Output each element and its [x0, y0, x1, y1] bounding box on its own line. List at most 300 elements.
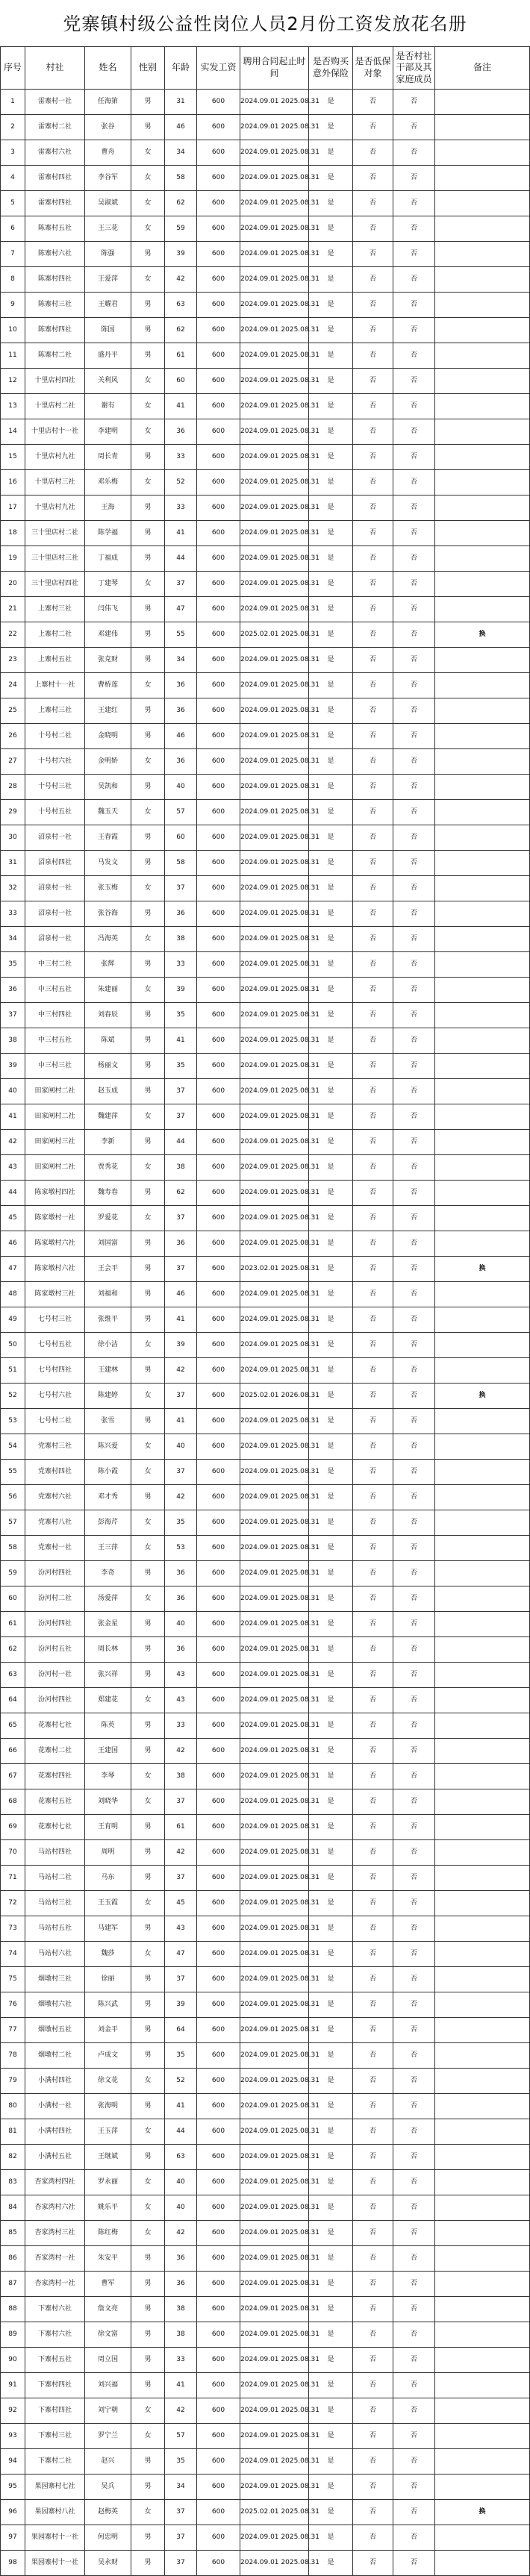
remark-cell: [435, 1054, 530, 1079]
salary-cell: 600: [197, 1333, 240, 1358]
table-row: [1, 546, 530, 572]
age-cell: 46: [165, 115, 197, 140]
accident-insurance-cell: 是: [309, 1764, 353, 1789]
cadre-family-cell: 否: [393, 2373, 435, 2398]
village-group-cell: 陈寨村二社: [25, 343, 85, 369]
cadre-family-cell: 否: [393, 1130, 435, 1155]
table-row: [1, 1206, 530, 1231]
low-income-status-cell: 否: [353, 1460, 393, 1485]
contract-period-cell: 2024.09.01 2025.08.31: [240, 800, 309, 825]
cadre-family-cell: 否: [393, 521, 435, 546]
low-income-status-cell: 否: [353, 1231, 393, 1257]
cadre-family-cell: 否: [393, 1739, 435, 1764]
gender-cell: 男: [131, 242, 165, 267]
gender-cell: 女: [131, 2500, 165, 2525]
gender-cell: 女: [131, 1384, 165, 1409]
person-name-cell: 罗爱花: [85, 1206, 131, 1231]
accident-insurance-cell: 是: [309, 2043, 353, 2069]
person-name-cell: 王建林: [85, 1358, 131, 1384]
table-row: [1, 851, 530, 876]
village-group-cell: 上寨村十一社: [25, 673, 85, 698]
remark-cell: [435, 2449, 530, 2475]
gender-cell: 男: [131, 1612, 165, 1637]
table-row: [1, 419, 530, 445]
contract-period-cell: 2024.09.01 2025.08.31: [240, 1460, 309, 1485]
gender-cell: 女: [131, 1764, 165, 1789]
remark-cell: [435, 394, 530, 419]
person-name-cell: 王春霞: [85, 825, 131, 851]
person-name-cell: 姚乐平: [85, 2195, 131, 2221]
gender-cell: 男: [131, 1713, 165, 1739]
accident-insurance-cell: 是: [309, 1815, 353, 1840]
age-cell: 57: [165, 2424, 197, 2449]
village-group-cell: 马站村四社: [25, 1840, 85, 1866]
accident-insurance-cell: 是: [309, 1104, 353, 1130]
table-row: [1, 1434, 530, 1460]
contract-period-cell: 2024.09.01 2025.08.31: [240, 1333, 309, 1358]
gender-cell: 男: [131, 597, 165, 622]
remark-cell: [435, 1764, 530, 1789]
remark-cell: [435, 2373, 530, 2398]
contract-period-cell: 2024.09.01 2025.08.31: [240, 1358, 309, 1384]
cadre-family-cell: 否: [393, 775, 435, 800]
village-group-cell: 中三村五社: [25, 1028, 85, 1054]
remark-cell: [435, 546, 530, 572]
contract-period-cell: 2024.09.01 2025.08.31: [240, 2221, 309, 2246]
low-income-status-cell: 否: [353, 2525, 393, 2551]
salary-cell: 600: [197, 140, 240, 166]
row-number-cell: 78: [1, 2043, 25, 2069]
age-cell: 35: [165, 2449, 197, 2475]
village-group-cell: 上寨村五社: [25, 648, 85, 673]
village-group-cell: 花寨村七社: [25, 1713, 85, 1739]
low-income-status-cell: 否: [353, 394, 393, 419]
person-name-cell: 吴兵: [85, 2475, 131, 2500]
row-number-cell: 38: [1, 1028, 25, 1054]
village-group-cell: 汾河村一社: [25, 1663, 85, 1688]
low-income-status-cell: 否: [353, 1713, 393, 1739]
row-number-cell: 70: [1, 1840, 25, 1866]
age-cell: 37: [165, 1104, 197, 1130]
gender-cell: 女: [131, 2170, 165, 2195]
low-income-status-cell: 否: [353, 2322, 393, 2348]
row-number-cell: 59: [1, 1561, 25, 1586]
row-number-cell: 96: [1, 2500, 25, 2525]
contract-period-cell: 2024.09.01 2025.08.31: [240, 1231, 309, 1257]
age-cell: 62: [165, 191, 197, 216]
person-name-cell: 徐文花: [85, 2069, 131, 2094]
low-income-status-cell: 否: [353, 1992, 393, 2018]
cadre-family-cell: 否: [393, 495, 435, 521]
col-header: 是否村社干部及其家庭成员: [393, 47, 435, 90]
accident-insurance-cell: 是: [309, 597, 353, 622]
person-name-cell: 陈英: [85, 1713, 131, 1739]
gender-cell: 男: [131, 546, 165, 572]
person-name-cell: 任海第: [85, 90, 131, 115]
contract-period-cell: 2025.02.01 2025.08.31: [240, 2500, 309, 2525]
age-cell: 33: [165, 2348, 197, 2373]
low-income-status-cell: 否: [353, 2221, 393, 2246]
accident-insurance-cell: 是: [309, 1028, 353, 1054]
row-number-cell: 60: [1, 1586, 25, 1612]
village-group-cell: 下寨村四社: [25, 2373, 85, 2398]
cadre-family-cell: 否: [393, 369, 435, 394]
row-number-cell: 1: [1, 90, 25, 115]
table-row: [1, 597, 530, 622]
remark-cell: [435, 724, 530, 749]
cadre-family-cell: 否: [393, 749, 435, 775]
salary-cell: 600: [197, 876, 240, 901]
low-income-status-cell: 否: [353, 749, 393, 775]
low-income-status-cell: 否: [353, 1866, 393, 1891]
gender-cell: 男: [131, 1967, 165, 1992]
person-name-cell: 赵兴: [85, 2449, 131, 2475]
remark-cell: [435, 749, 530, 775]
cadre-family-cell: 否: [393, 2221, 435, 2246]
contract-period-cell: 2024.09.01 2025.08.31: [240, 1510, 309, 1536]
salary-cell: 600: [197, 1155, 240, 1181]
cadre-family-cell: 否: [393, 1713, 435, 1739]
col-header: 是否低保对象: [353, 47, 393, 90]
table-row: [1, 445, 530, 470]
low-income-status-cell: 否: [353, 901, 393, 927]
person-name-cell: 罗永丽: [85, 2170, 131, 2195]
accident-insurance-cell: 是: [309, 394, 353, 419]
row-number-cell: 6: [1, 216, 25, 242]
contract-period-cell: 2024.09.01 2025.08.31: [240, 419, 309, 445]
accident-insurance-cell: 是: [309, 216, 353, 242]
remark-cell: [435, 166, 530, 191]
contract-period-cell: 2024.09.01 2025.08.31: [240, 2246, 309, 2272]
village-group-cell: 果园寨村十一社: [25, 2551, 85, 2576]
table-row: [1, 394, 530, 419]
person-name-cell: 魏寿春: [85, 1181, 131, 1206]
low-income-status-cell: 否: [353, 2170, 393, 2195]
age-cell: 33: [165, 1713, 197, 1739]
table-row: [1, 724, 530, 749]
remark-cell: [435, 1104, 530, 1130]
remark-cell: [435, 1155, 530, 1181]
contract-period-cell: 2024.09.01 2025.08.31: [240, 1663, 309, 1688]
row-number-cell: 28: [1, 775, 25, 800]
row-number-cell: 16: [1, 470, 25, 495]
row-number-cell: 32: [1, 876, 25, 901]
gender-cell: 男: [131, 648, 165, 673]
remark-cell: [435, 927, 530, 952]
salary-cell: 600: [197, 419, 240, 445]
age-cell: 35: [165, 1054, 197, 1079]
row-number-cell: 53: [1, 1409, 25, 1434]
accident-insurance-cell: 是: [309, 1155, 353, 1181]
gender-cell: 男: [131, 90, 165, 115]
village-group-cell: 田家闸村三社: [25, 1130, 85, 1155]
cadre-family-cell: 否: [393, 216, 435, 242]
age-cell: 42: [165, 1840, 197, 1866]
village-group-cell: 沼泉村一社: [25, 901, 85, 927]
person-name-cell: 刘国富: [85, 1231, 131, 1257]
age-cell: 63: [165, 293, 197, 318]
gender-cell: 女: [131, 1942, 165, 1967]
accident-insurance-cell: 是: [309, 191, 353, 216]
age-cell: 37: [165, 2551, 197, 2576]
person-name-cell: 陈兴爱: [85, 1434, 131, 1460]
village-group-cell: 沼泉村一社: [25, 927, 85, 952]
col-header: 实发工资: [197, 47, 240, 90]
remark-cell: [435, 90, 530, 115]
village-group-cell: 小满村四社: [25, 2119, 85, 2145]
person-name-cell: 徐文富: [85, 2322, 131, 2348]
remark-cell: [435, 1967, 530, 1992]
low-income-status-cell: 否: [353, 267, 393, 293]
contract-period-cell: 2024.09.01 2025.08.31: [240, 2398, 309, 2424]
age-cell: 60: [165, 825, 197, 851]
accident-insurance-cell: 是: [309, 2195, 353, 2221]
row-number-cell: 84: [1, 2195, 25, 2221]
village-group-cell: 党寨村六社: [25, 1485, 85, 1510]
age-cell: 44: [165, 2119, 197, 2145]
remark-cell: [435, 2170, 530, 2195]
low-income-status-cell: 否: [353, 698, 393, 724]
person-name-cell: 卢成文: [85, 2043, 131, 2069]
cadre-family-cell: 否: [393, 1942, 435, 1967]
remark-cell: [435, 1916, 530, 1942]
age-cell: 40: [165, 2195, 197, 2221]
person-name-cell: 陈红梅: [85, 2221, 131, 2246]
person-name-cell: 马东: [85, 1866, 131, 1891]
remark-cell: [435, 2246, 530, 2272]
row-number-cell: 19: [1, 546, 25, 572]
village-group-cell: 上寨村二社: [25, 622, 85, 648]
gender-cell: 男: [131, 2272, 165, 2297]
salary-cell: 600: [197, 1815, 240, 1840]
table-row: [1, 978, 530, 1003]
age-cell: 36: [165, 749, 197, 775]
table-row: [1, 293, 530, 318]
row-number-cell: 89: [1, 2322, 25, 2348]
age-cell: 43: [165, 1663, 197, 1688]
contract-period-cell: 2024.09.01 2025.08.31: [240, 1637, 309, 1663]
gender-cell: 男: [131, 1307, 165, 1333]
remark-cell: [435, 1713, 530, 1739]
contract-period-cell: 2024.09.01 2025.08.31: [240, 2119, 309, 2145]
salary-cell: 600: [197, 2373, 240, 2398]
row-number-cell: 22: [1, 622, 25, 648]
row-number-cell: 74: [1, 1942, 25, 1967]
table-row: [1, 2221, 530, 2246]
salary-cell: 600: [197, 1384, 240, 1409]
table-row: [1, 1688, 530, 1713]
remark-cell: [435, 2348, 530, 2373]
low-income-status-cell: 否: [353, 1764, 393, 1789]
salary-cell: 600: [197, 2398, 240, 2424]
salary-cell: 600: [197, 1561, 240, 1586]
contract-period-cell: 2024.09.01 2025.08.31: [240, 673, 309, 698]
cadre-family-cell: 否: [393, 2551, 435, 2576]
person-name-cell: 彭海芹: [85, 1510, 131, 1536]
cadre-family-cell: 否: [393, 2449, 435, 2475]
age-cell: 37: [165, 1257, 197, 1282]
village-group-cell: 汾河村五社: [25, 1637, 85, 1663]
table-row: [1, 267, 530, 293]
gender-cell: 女: [131, 927, 165, 952]
cadre-family-cell: 否: [393, 2525, 435, 2551]
gender-cell: 女: [131, 470, 165, 495]
age-cell: 58: [165, 166, 197, 191]
table-row: [1, 1028, 530, 1054]
cadre-family-cell: 否: [393, 343, 435, 369]
accident-insurance-cell: 是: [309, 622, 353, 648]
village-group-cell: 七号村五社: [25, 1333, 85, 1358]
remark-cell: [435, 2525, 530, 2551]
gender-cell: 女: [131, 2221, 165, 2246]
remark-cell: [435, 521, 530, 546]
low-income-status-cell: 否: [353, 1536, 393, 1561]
village-group-cell: 十里店村四社: [25, 369, 85, 394]
salary-cell: 600: [197, 115, 240, 140]
low-income-status-cell: 否: [353, 648, 393, 673]
remark-cell: [435, 2119, 530, 2145]
low-income-status-cell: 否: [353, 775, 393, 800]
age-cell: 36: [165, 698, 197, 724]
accident-insurance-cell: 是: [309, 2145, 353, 2170]
table-row: [1, 2475, 530, 2500]
gender-cell: 女: [131, 673, 165, 698]
low-income-status-cell: 否: [353, 1739, 393, 1764]
salary-cell: 600: [197, 1942, 240, 1967]
contract-period-cell: 2024.09.01 2025.08.31: [240, 2424, 309, 2449]
remark-cell: [435, 242, 530, 267]
age-cell: 41: [165, 2373, 197, 2398]
accident-insurance-cell: 是: [309, 1358, 353, 1384]
accident-insurance-cell: 是: [309, 2551, 353, 2576]
village-group-cell: 陈家墩村一社: [25, 1206, 85, 1231]
age-cell: 36: [165, 2246, 197, 2272]
accident-insurance-cell: 是: [309, 1054, 353, 1079]
age-cell: 52: [165, 470, 197, 495]
low-income-status-cell: 否: [353, 521, 393, 546]
remark-cell: [435, 775, 530, 800]
person-name-cell: 张兴祥: [85, 1663, 131, 1688]
cadre-family-cell: 否: [393, 851, 435, 876]
contract-period-cell: 2024.09.01 2025.08.31: [240, 2322, 309, 2348]
row-number-cell: 86: [1, 2246, 25, 2272]
row-number-cell: 88: [1, 2297, 25, 2322]
contract-period-cell: 2024.09.01 2025.08.31: [240, 293, 309, 318]
row-number-cell: 36: [1, 978, 25, 1003]
accident-insurance-cell: 是: [309, 1231, 353, 1257]
remark-cell: [435, 140, 530, 166]
age-cell: 36: [165, 2272, 197, 2297]
cadre-family-cell: 否: [393, 2018, 435, 2043]
village-group-cell: 花寨村五社: [25, 1789, 85, 1815]
age-cell: 39: [165, 1992, 197, 2018]
remark-cell: [435, 1485, 530, 1510]
accident-insurance-cell: 是: [309, 2322, 353, 2348]
cadre-family-cell: 否: [393, 1612, 435, 1637]
person-name-cell: 谢有: [85, 394, 131, 419]
accident-insurance-cell: 是: [309, 1688, 353, 1713]
cadre-family-cell: 否: [393, 2119, 435, 2145]
village-group-cell: 雷寨村六社: [25, 140, 85, 166]
person-name-cell: 马建军: [85, 1916, 131, 1942]
salary-cell: 600: [197, 495, 240, 521]
low-income-status-cell: 否: [353, 2018, 393, 2043]
low-income-status-cell: 否: [353, 1561, 393, 1586]
salary-cell: 600: [197, 901, 240, 927]
cadre-family-cell: 否: [393, 2043, 435, 2069]
table-row: [1, 2348, 530, 2373]
village-group-cell: 马站村五社: [25, 1916, 85, 1942]
salary-cell: 600: [197, 2094, 240, 2119]
contract-period-cell: 2024.09.01 2025.08.31: [240, 901, 309, 927]
person-name-cell: 周立国: [85, 2348, 131, 2373]
gender-cell: 男: [131, 2475, 165, 2500]
remark-cell: [435, 1307, 530, 1333]
cadre-family-cell: 否: [393, 2475, 435, 2500]
cadre-family-cell: 否: [393, 1384, 435, 1409]
table-row: [1, 1510, 530, 1536]
salary-cell: 600: [197, 2018, 240, 2043]
village-group-cell: 三十里店村四社: [25, 572, 85, 597]
col-header: 年龄: [165, 47, 197, 90]
remark-cell: [435, 1231, 530, 1257]
cadre-family-cell: 否: [393, 140, 435, 166]
cadre-family-cell: 否: [393, 724, 435, 749]
village-group-cell: 党寨村八社: [25, 1510, 85, 1536]
village-group-cell: 花寨村四社: [25, 1764, 85, 1789]
gender-cell: 女: [131, 749, 165, 775]
remark-cell: [435, 1866, 530, 1891]
gender-cell: 女: [131, 1536, 165, 1561]
gender-cell: 男: [131, 2322, 165, 2348]
contract-period-cell: 2024.09.01 2025.08.31: [240, 2170, 309, 2195]
gender-cell: 女: [131, 1586, 165, 1612]
accident-insurance-cell: 是: [309, 1409, 353, 1434]
low-income-status-cell: 否: [353, 140, 393, 166]
low-income-status-cell: 否: [353, 2373, 393, 2398]
remark-cell: [435, 1282, 530, 1307]
age-cell: 33: [165, 445, 197, 470]
row-number-cell: 90: [1, 2348, 25, 2373]
village-group-cell: 上寨村三社: [25, 698, 85, 724]
age-cell: 38: [165, 2322, 197, 2348]
village-group-cell: 花寨村二社: [25, 1739, 85, 1764]
accident-insurance-cell: 是: [309, 2500, 353, 2525]
low-income-status-cell: 否: [353, 1333, 393, 1358]
contract-period-cell: 2025.02.01 2026.08.31: [240, 1384, 309, 1409]
age-cell: 45: [165, 1891, 197, 1916]
gender-cell: 男: [131, 698, 165, 724]
person-name-cell: 赵梅英: [85, 2500, 131, 2525]
cadre-family-cell: 否: [393, 978, 435, 1003]
age-cell: 52: [165, 2069, 197, 2094]
gender-cell: 男: [131, 825, 165, 851]
accident-insurance-cell: 是: [309, 1992, 353, 2018]
table-row: [1, 1815, 530, 1840]
age-cell: 62: [165, 1181, 197, 1206]
person-name-cell: 王海: [85, 495, 131, 521]
salary-cell: 600: [197, 1536, 240, 1561]
contract-period-cell: 2024.09.01 2025.08.31: [240, 2069, 309, 2094]
contract-period-cell: 2024.09.01 2025.08.31: [240, 1079, 309, 1104]
cadre-family-cell: 否: [393, 825, 435, 851]
salary-cell: 600: [197, 2297, 240, 2322]
row-number-cell: 77: [1, 2018, 25, 2043]
low-income-status-cell: 否: [353, 876, 393, 901]
contract-period-cell: 2024.09.01 2025.08.31: [240, 267, 309, 293]
cadre-family-cell: 否: [393, 1282, 435, 1307]
cadre-family-cell: 否: [393, 1257, 435, 1282]
